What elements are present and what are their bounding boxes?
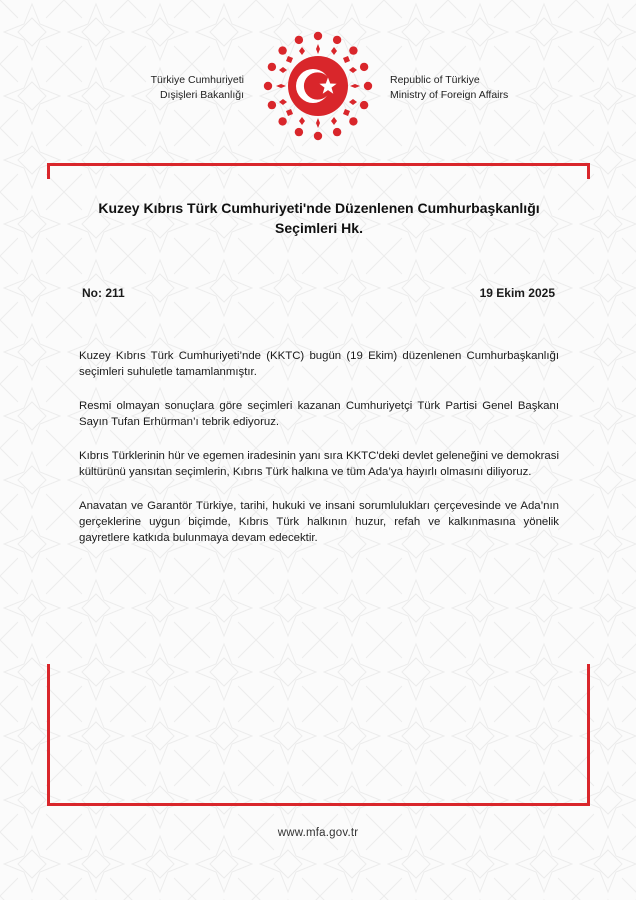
ministry-tr-line1: Türkiye Cumhuriyeti xyxy=(150,74,244,86)
frame-left-bottom-border xyxy=(47,664,50,806)
frame-right-top-border xyxy=(587,163,590,179)
frame-bottom-border xyxy=(47,803,590,806)
paragraph: Resmi olmayan sonuçlara göre seçimleri kazanan Cumhuriyetçi Türk Partisi Genel Başkanı Sayın Tufan Erhürman’ı tebrik ediyoruz. xyxy=(79,400,559,428)
document-date: 19 Ekim 2025 xyxy=(479,286,555,300)
crescent-star-seal-icon xyxy=(262,30,374,142)
letterhead xyxy=(0,0,636,150)
paragraph: Kıbrıs Türklerinin hür ve egemen iradesinin yanı sıra KKTC'deki devlet geleneğini ve demokrasi kültürünü yansıtan seçimlerin, Kıbrıs Türk halkına ve tüm Ada’ya hayırlı olmasını diliyoruz. xyxy=(79,450,559,478)
ministry-en-line1: Republic of Türkiye xyxy=(390,74,480,86)
frame-right-bottom-border xyxy=(587,664,590,806)
document-title xyxy=(79,198,559,238)
document-number: No: 211 xyxy=(82,286,125,300)
paragraph: Kuzey Kıbrıs Türk Cumhuriyeti’nde (KKTC) bugün (19 Ekim) düzenlenen Cumhurbaşkanlığı seçimleri suhuletle tamamlanmıştır. xyxy=(79,350,559,378)
paragraph: Anavatan ve Garantör Türkiye, tarihi, hukuki ve insani sorumlulukları çerçevesinde ve Ada’nın gerçeklerine uygun biçimde, Kıbrıs Türk halkının huzur, refah ve kalkınmasına yönelik gayretlere katkıda bulunmaya devam edecektir. xyxy=(79,500,559,544)
frame-left-top-border xyxy=(47,163,50,179)
website-url: www.mfa.gov.tr xyxy=(277,827,359,839)
title-line-1: Kuzey Kıbrıs Türk Cumhuriyeti'nde Düzenlenen Cumhurbaşkanlığı xyxy=(98,200,540,216)
document-paragraphs xyxy=(79,348,559,546)
document-meta xyxy=(79,286,559,300)
ministry-tr-line2: Dışişleri Bakanlığı xyxy=(159,89,244,101)
frame-top-border xyxy=(47,163,590,166)
ministry-en-line2: Ministry of Foreign Affairs xyxy=(390,89,509,101)
press-release-body xyxy=(79,198,559,564)
ministry-name-english xyxy=(390,73,508,103)
title-line-2: Seçimleri Hk. xyxy=(275,220,363,236)
ministry-name-turkish xyxy=(151,73,244,103)
